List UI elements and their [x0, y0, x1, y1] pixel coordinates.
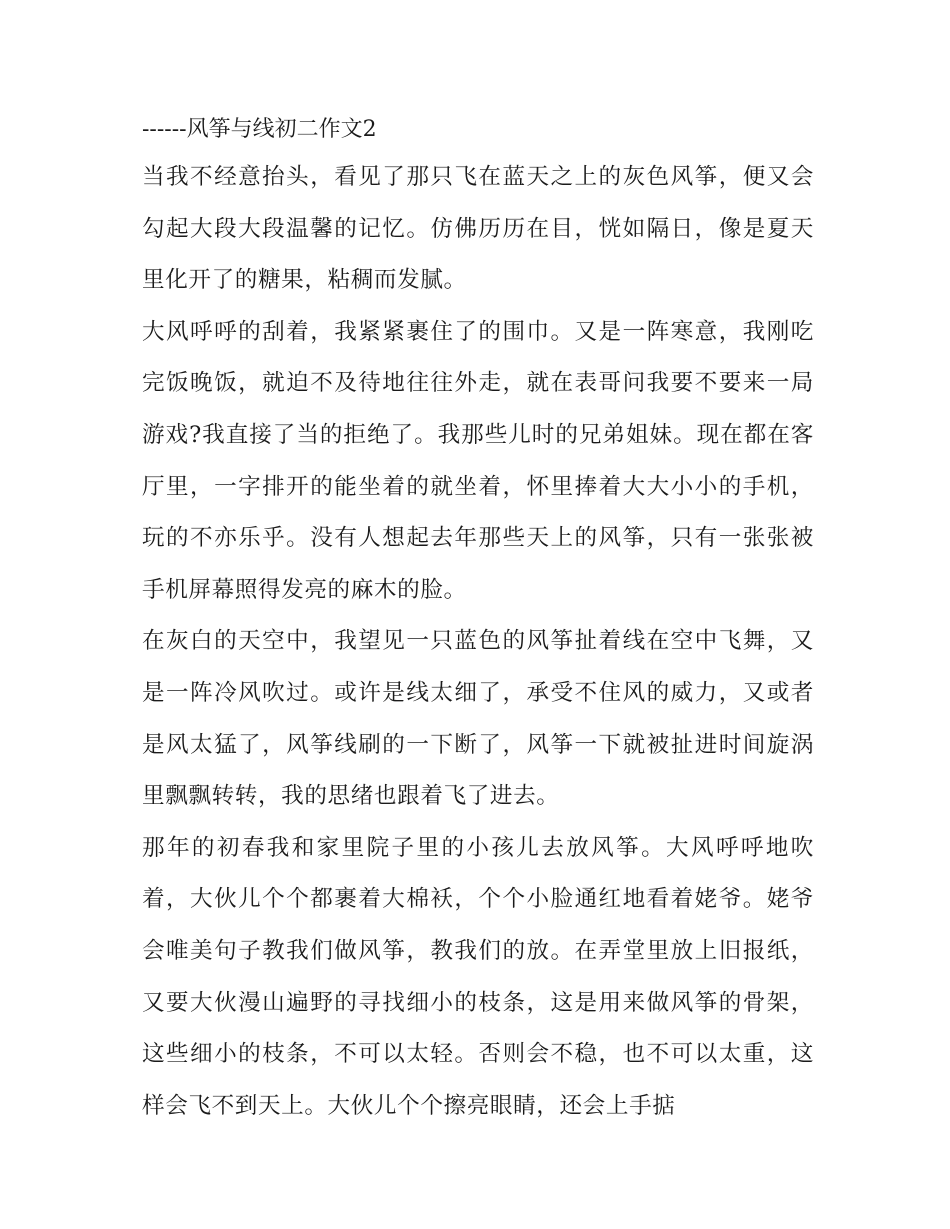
- paragraph-4: 那年的初春我和家里院子里的小孩儿去放风筝。大风呼呼地吹着，大伙儿个个都裹着大棉袄，个个小脸通红地看着姥爷。姥爷会唯美句子教我们做风筝，教我们的放。在弄堂里放上旧报纸，又要大伙漫山遍野的寻找细小的枝条，这是用来做风筝的骨架，这些细小的枝条，不可以太轻。否则会不稳，也不可以太重，这样会飞不到天上。大伙儿个个擦亮眼睛，还会上手掂: [142, 834, 814, 1119]
- paragraph-2: 大风呼呼的刮着，我紧紧裹住了的围巾。又是一阵寒意，我刚吃完饭晚饭，就迫不及待地往往外走，就在表哥问我要不要来一局游戏?我直接了当的拒绝了。我那些儿时的兄弟姐妹。现在都在客厅里，一字排开的能坐着的就坐着，怀里捧着大大小小的手机，玩的不亦乐乎。没有人想起去年那些天上的风筝，只有一张张被手机屏幕照得发亮的麻木的脸。: [142, 318, 814, 603]
- paragraph-1: 当我不经意抬头，看见了那只飞在蓝天之上的灰色风筝，便又会勾起大段大段温馨的记忆。仿佛历历在目，恍如隔日，像是夏天里化开了的糖果，粘稠而发腻。: [142, 164, 814, 294]
- paragraph-3: 在灰白的天空中，我望见一只蓝色的风筝扯着线在空中飞舞，又是一阵冷风吹过。或许是线太细了，承受不住风的威力，又或者是风太猛了，风筝线刷的一下断了，风筝一下就被扯进时间旋涡里飘飘转转，我的思绪也跟着飞了进去。: [142, 628, 814, 810]
- document-title: ------风筝与线初二作文2: [142, 117, 377, 142]
- document-page: [142, 108, 814, 1132]
